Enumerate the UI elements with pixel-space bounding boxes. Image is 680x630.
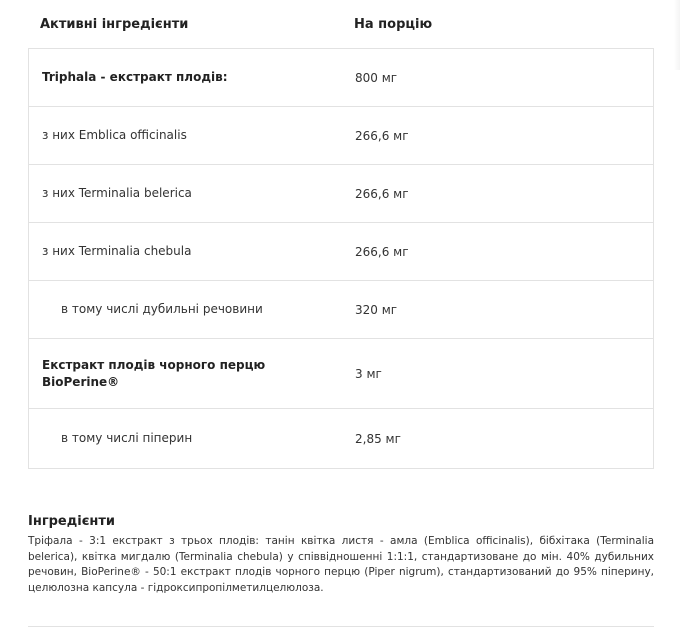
table-row — [29, 409, 653, 468]
table-header — [28, 0, 654, 49]
ingredients-section — [28, 514, 654, 596]
row-ingredient: з них Emblica officinalis — [42, 128, 187, 142]
table-row — [29, 107, 653, 165]
header-ingredient: Активні інгредієнти — [40, 16, 189, 32]
table-row — [29, 165, 653, 223]
row-ingredient: з них Terminalia belerica — [42, 186, 192, 200]
row-ingredient: Екстракт плодів чорного перцю BioPerine® — [42, 357, 266, 389]
row-amount: 320 мг — [355, 302, 398, 317]
ingredients-text: Тріфала - 3:1 екстракт з трьох плодів: танін квітка листя - амла (Emblica officinalis), бібхітака (Terminalia belerica), квітка мигдалю (Terminalia chebula) у співвідношенні 1:1:1, стандартизоване до мін. 40% дубильних речовин, BioPerine® - 50:1 екстракт плодів чорного перцю (Piper nigrum), стандартизований до 95% піперину, целюлозна капсула - гідроксипропілметилцелюлоза. — [28, 535, 654, 594]
nutrition-table — [28, 0, 654, 469]
ingredients-title: Інгредієнти — [28, 514, 116, 529]
table-row — [29, 223, 653, 281]
table-row — [29, 281, 653, 339]
row-amount: 3 мг — [355, 366, 382, 381]
row-ingredient: в тому числі піперин — [61, 431, 193, 445]
row-ingredient: в тому числі дубильні речовини — [61, 302, 263, 316]
row-amount: 266,6 мг — [355, 244, 409, 259]
divider — [28, 626, 654, 627]
row-amount: 266,6 мг — [355, 186, 409, 201]
table-row — [29, 339, 653, 409]
row-amount: 800 мг — [355, 70, 398, 85]
row-amount: 2,85 мг — [355, 431, 401, 446]
header-serving: На порцію — [354, 16, 433, 32]
row-ingredient: Triphala - екстракт плодів: — [42, 70, 228, 84]
row-amount: 266,6 мг — [355, 128, 409, 143]
edge-shadow — [674, 0, 680, 70]
table-row — [29, 49, 653, 107]
table-body — [28, 49, 654, 469]
row-ingredient: з них Terminalia chebula — [42, 244, 192, 258]
